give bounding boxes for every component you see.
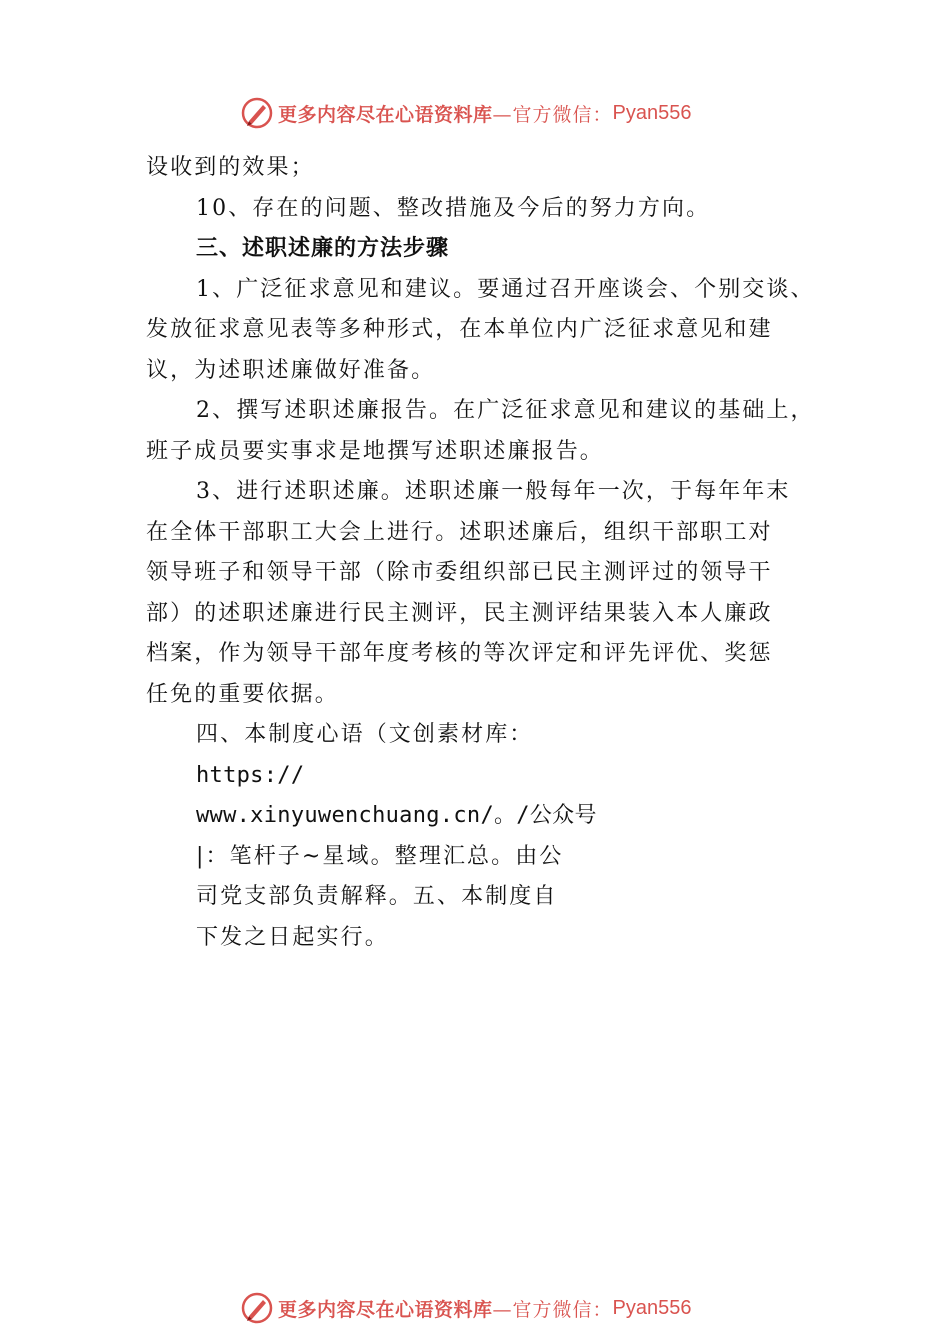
document-body [146,148,815,958]
pen-logo-icon [240,96,274,130]
text-line: 2、撰写述职述廉报告。在广泛征求意见和建议的基础上， [196,398,815,423]
banner-account-text: Pyan556 [612,1296,692,1319]
section-heading: 三、述职述廉的方法步骤 [196,236,450,261]
pen-logo-icon [240,1291,274,1325]
text-line: 部）的述职述廉进行民主测评，民主测评结果装入本人廉政 [146,600,773,626]
text-line: 四、本制度心语（文创素材库： [196,722,534,747]
text-line: 档案，作为领导干部年度考核的等次评定和评先评优、奖惩 [146,641,773,666]
text-line: 发放征求意见表等多种形式，在本单位内广泛征求意见和建 [146,317,773,342]
banner-main-text: 更多内容尽在心语资料库 [278,1298,493,1321]
text-line: 1、广泛征求意见和建议。要通过召开座谈会、个别交谈、 [196,276,815,302]
banner-account-text: Pyan556 [612,101,692,124]
url-text-line: www.xinyuwenchuang.cn/。/公众号 [196,803,597,828]
text-line: 下发之日起实行。 [196,924,389,950]
text-line: 司党支部负责解释。五、本制度自 [196,884,558,909]
text-line: 10、存在的问题、整改措施及今后的努力方向。 [196,195,711,221]
text-line: 3、进行述职述廉。述职述廉一般每年一次，于每年年末 [196,479,791,504]
banner-separator-text: —官方微信： [492,1298,613,1321]
text-line: 议，为述职述廉做好准备。 [146,357,436,383]
banner-separator-text: —官方微信： [492,103,613,126]
banner-main-text: 更多内容尽在心语资料库 [278,103,493,126]
text-line: |：笔杆子~星域。整理汇总。由公 [196,843,564,869]
header-banner [240,96,760,130]
text-line: 任免的重要依据。 [146,681,339,707]
footer-banner [240,1291,760,1325]
text-line: 领导班子和领导干部（除市委组织部已民主测评过的领导干 [146,560,773,585]
text-line: 班子成员要实事求是地撰写述职述廉报告。 [146,438,604,464]
text-line: 设收到的效果； [146,155,315,180]
text-line: 在全体干部职工大会上进行。述职述廉后，组织干部职工对 [146,519,773,545]
url-text-line: https:// [196,762,305,788]
